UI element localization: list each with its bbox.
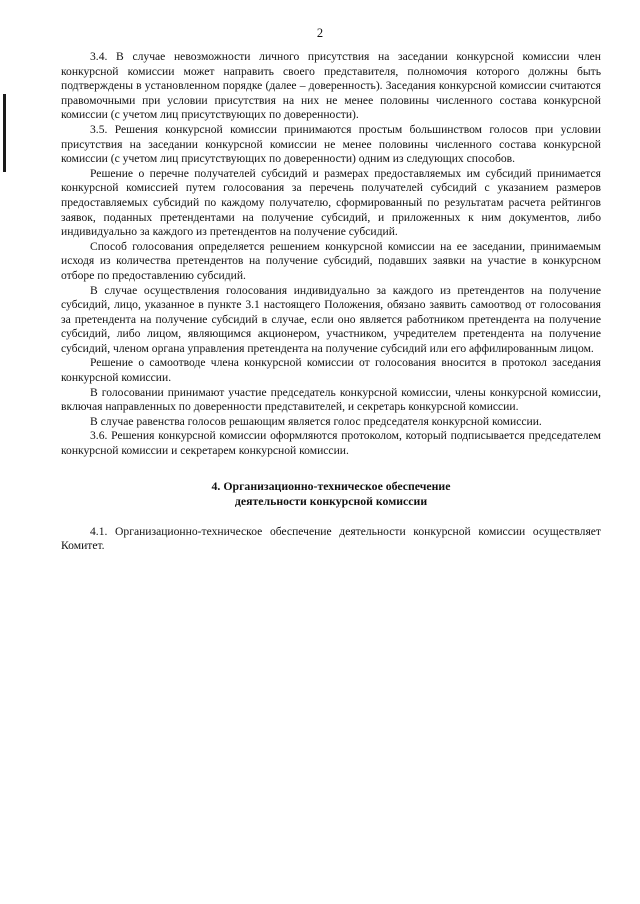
paragraph-recipients-list-decision: Решение о перечне получателей субсидий и размерах предоставляемых им субсидий принимается конкурсной комиссией путем голосования за перечень получателей субсидий с указанием размеров предоставляемых субсидий по каждому получателю, сформированный по результатам расчета рейтингов заявок, поданных претендентами на получение субсидий, и приложенных к ним документов, либо индивидуально за каждого из претендентов на получение субсидий. bbox=[61, 166, 601, 239]
paragraph-voting-method: Способ голосования определяется решением конкурсной комиссии на ее заседании, принимаемым исходя из количества претендентов на получение субсидий, подавших заявки на участие в конкурсном отборе по предоставлению субсидий. bbox=[61, 239, 601, 282]
paragraph-3-4: 3.4. В случае невозможности личного присутствия на заседании конкурсной комиссии член конкурсной комиссии может направить своего представителя, полномочия которого должны быть подтверждены в установленном порядке (далее – доверенность). Заседания конкурсной комиссии считаются правомочными при условии присутствия на них не менее половины численного состава конкурсной комиссии (с учетом лиц присутствующих по доверенности). bbox=[61, 50, 601, 122]
section-4-heading-line-1: 4. Организационно-техническое обеспечение bbox=[211, 478, 451, 493]
page-number: 2 bbox=[316, 26, 324, 40]
scan-edge-mark bbox=[3, 94, 6, 172]
paragraph-4-1: 4.1. Организационно-техническое обеспечение деятельности конкурсной комиссии осуществляет Комитет. bbox=[61, 524, 601, 553]
paragraph-3-5: 3.5. Решения конкурсной комиссии принимаются простым большинством голосов при условии присутствия на заседании конкурсной комиссии не менее половины численного состава конкурсной комиссии (с учетом лиц присутствующих по доверенности) одним из следующих способов. bbox=[61, 122, 601, 166]
paragraph-tie-vote: В случае равенства голосов решающим является голос председателя конкурсной комиссии. bbox=[90, 414, 542, 428]
paragraph-self-recusal: В случае осуществления голосования индивидуально за каждого из претендентов на получение субсидий, лицо, указанное в пункте 3.1 настоящего Положения, обязано заявить самоотвод от голосования за претендента на получение субсидий в случае, если оно является работником претендента на получение субсидий, либо лицом, являющимся акционером, участником, учредителем претендента на получение субсидий, членом органа управления претендента на получение субсидий или его аффилированным лицом. bbox=[61, 283, 601, 355]
paragraph-recusal-protocol: Решение о самоотводе члена конкурсной комиссии от голосования вносится в протокол заседания конкурсной комиссии. bbox=[61, 356, 601, 385]
paragraph-3-6: 3.6. Решения конкурсной комиссии оформляются протоколом, который подписывается председателем конкурсной комиссии и секретарем конкурсной комиссии. bbox=[61, 429, 601, 458]
section-4-heading-line-2: деятельности конкурсной комиссии bbox=[234, 493, 428, 508]
document-body bbox=[61, 50, 601, 554]
section-4-heading bbox=[61, 479, 601, 509]
paragraph-voting-participants: В голосовании принимают участие председатель конкурсной комиссии, члены конкурсной комиссии, включая направленных по доверенности представителей, и секретарь конкурсной комиссии. bbox=[61, 385, 601, 414]
